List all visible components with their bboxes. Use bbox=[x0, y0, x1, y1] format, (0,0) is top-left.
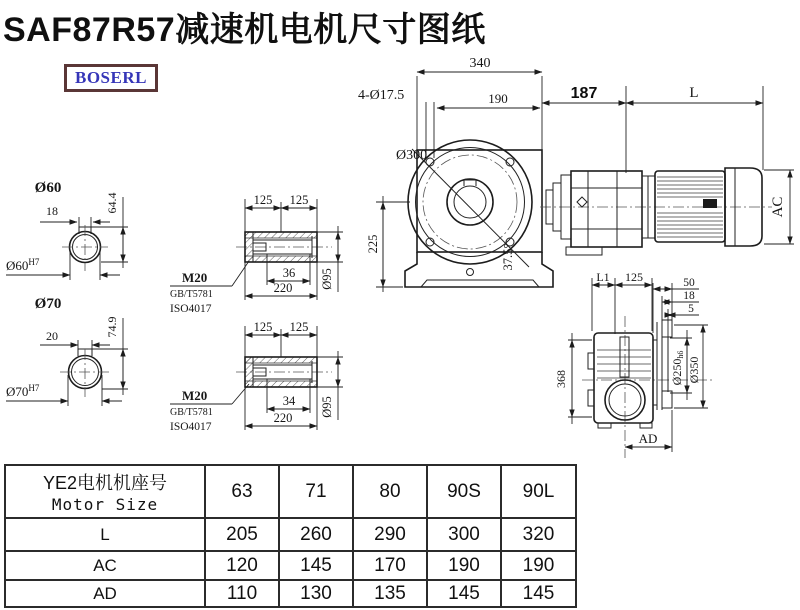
size-90s-header: 90S bbox=[427, 465, 501, 518]
section-70-height-dim: 74.9 bbox=[105, 316, 119, 338]
AD-71: 130 bbox=[279, 580, 353, 607]
section-70-keyway-dim: 20 bbox=[46, 329, 58, 343]
table-row-AC bbox=[5, 551, 576, 580]
shaft-a-thread-label: M20 bbox=[182, 270, 208, 285]
front-view bbox=[358, 56, 553, 292]
table-header-cell bbox=[5, 465, 205, 518]
page-title: SAF87R57减速机电机尺寸图纸 bbox=[3, 11, 486, 49]
AC-80: 170 bbox=[353, 551, 427, 580]
row-label-L: L bbox=[5, 518, 205, 551]
AC-63: 120 bbox=[205, 551, 279, 580]
shaft-b-thread-label: M20 bbox=[182, 388, 208, 403]
table-row-L bbox=[5, 518, 576, 551]
shaft-a-dim-125-right: 125 bbox=[289, 193, 309, 207]
rear-flange-dia-dim: Ø350 bbox=[687, 356, 701, 384]
L-71: 260 bbox=[279, 518, 353, 551]
AC-90l: 190 bbox=[501, 551, 576, 580]
front-angle-dim: 37.5° bbox=[501, 243, 515, 271]
rear-view bbox=[554, 270, 714, 458]
shaft-a-length-dim: 220 bbox=[273, 281, 293, 295]
L-90s: 300 bbox=[427, 518, 501, 551]
section-60-height-dim: 64.4 bbox=[105, 192, 119, 214]
table-header-row bbox=[5, 465, 576, 518]
rear-18-dim: 18 bbox=[683, 290, 695, 302]
front-pitch-dim: 190 bbox=[488, 91, 508, 106]
motor-size-label-en: Motor Size bbox=[51, 495, 159, 514]
AC-71: 145 bbox=[279, 551, 353, 580]
hollow-shaft-view-a bbox=[170, 193, 343, 315]
side-gearcase-length-dim: 187 bbox=[570, 85, 598, 102]
L-63: 205 bbox=[205, 518, 279, 551]
AD-63: 110 bbox=[205, 580, 279, 607]
shaft-section-70 bbox=[6, 296, 128, 406]
brand-logo: BOSERL bbox=[64, 64, 158, 92]
motor-size-label-cn: YE2电机机座号 bbox=[42, 473, 168, 493]
rear-5-dim: 5 bbox=[688, 303, 694, 315]
shaft-a-key-length-dim: 36 bbox=[282, 266, 296, 280]
size-71-header: 71 bbox=[279, 465, 353, 518]
rear-height-dim: 368 bbox=[554, 370, 568, 388]
shaft-b-standard-2: ISO4017 bbox=[170, 421, 212, 433]
section-70-bore-label: $Ø70^{H7}$ bbox=[6, 383, 40, 399]
section-60-label: Ø60 bbox=[34, 180, 62, 196]
hollow-shaft-view-b bbox=[170, 320, 343, 433]
rear-50-dim: 50 bbox=[683, 277, 695, 289]
front-width-dim: 340 bbox=[469, 56, 491, 71]
row-label-AC: AC bbox=[5, 551, 205, 580]
rear-l1-dim: L1 bbox=[596, 270, 610, 284]
rear-ad-dim: AD bbox=[638, 431, 658, 446]
size-80-header: 80 bbox=[353, 465, 427, 518]
L-90l: 320 bbox=[501, 518, 576, 551]
shaft-b-dia-dim: Ø95 bbox=[320, 396, 334, 418]
motor-nameplate bbox=[703, 199, 717, 208]
row-label-AD: AD bbox=[5, 580, 205, 607]
rear-ribs bbox=[597, 350, 651, 378]
shaft-a-standard-2: ISO4017 bbox=[170, 303, 212, 315]
section-60-keyway-dim: 18 bbox=[46, 204, 58, 218]
motor-size-table bbox=[4, 464, 577, 608]
rear-125-dim: 125 bbox=[625, 270, 643, 284]
shaft-b-standard-1: GB/T5781 bbox=[170, 407, 213, 418]
shaft-b-dim-125-left: 125 bbox=[253, 320, 273, 334]
size-63-header: 63 bbox=[205, 465, 279, 518]
AC-90s: 190 bbox=[427, 551, 501, 580]
side-motor-dia-dim: AC bbox=[770, 196, 786, 218]
section-60-bore-label: $Ø60^{H7}$ bbox=[6, 257, 40, 273]
AD-90l: 145 bbox=[501, 580, 576, 607]
rear-spigot-dia-dim: Ø250h6 bbox=[670, 350, 685, 386]
shaft-a-standard-1: GB/T5781 bbox=[170, 289, 213, 300]
front-bolt-holes-label: 4-Ø17.5 bbox=[358, 88, 405, 103]
shaft-b-key-length-dim: 34 bbox=[282, 394, 296, 408]
section-70-label: Ø70 bbox=[34, 296, 62, 312]
table-row-AD bbox=[5, 580, 576, 607]
shaft-b-length-dim: 220 bbox=[273, 411, 293, 425]
L-80: 290 bbox=[353, 518, 427, 551]
front-flange-dia-label: Ø300 bbox=[396, 148, 428, 163]
shaft-b-dim-125-right: 125 bbox=[289, 320, 309, 334]
AD-80: 135 bbox=[353, 580, 427, 607]
shaft-a-dim-125-left: 125 bbox=[253, 193, 273, 207]
side-view bbox=[540, 85, 794, 255]
size-90l-header: 90L bbox=[501, 465, 576, 518]
front-center-height-dim: 225 bbox=[366, 234, 380, 254]
AD-90s: 145 bbox=[427, 580, 501, 607]
side-motor-length-dim: L bbox=[689, 85, 699, 101]
shaft-section-60 bbox=[6, 180, 128, 280]
shaft-a-dia-dim: Ø95 bbox=[320, 268, 334, 290]
